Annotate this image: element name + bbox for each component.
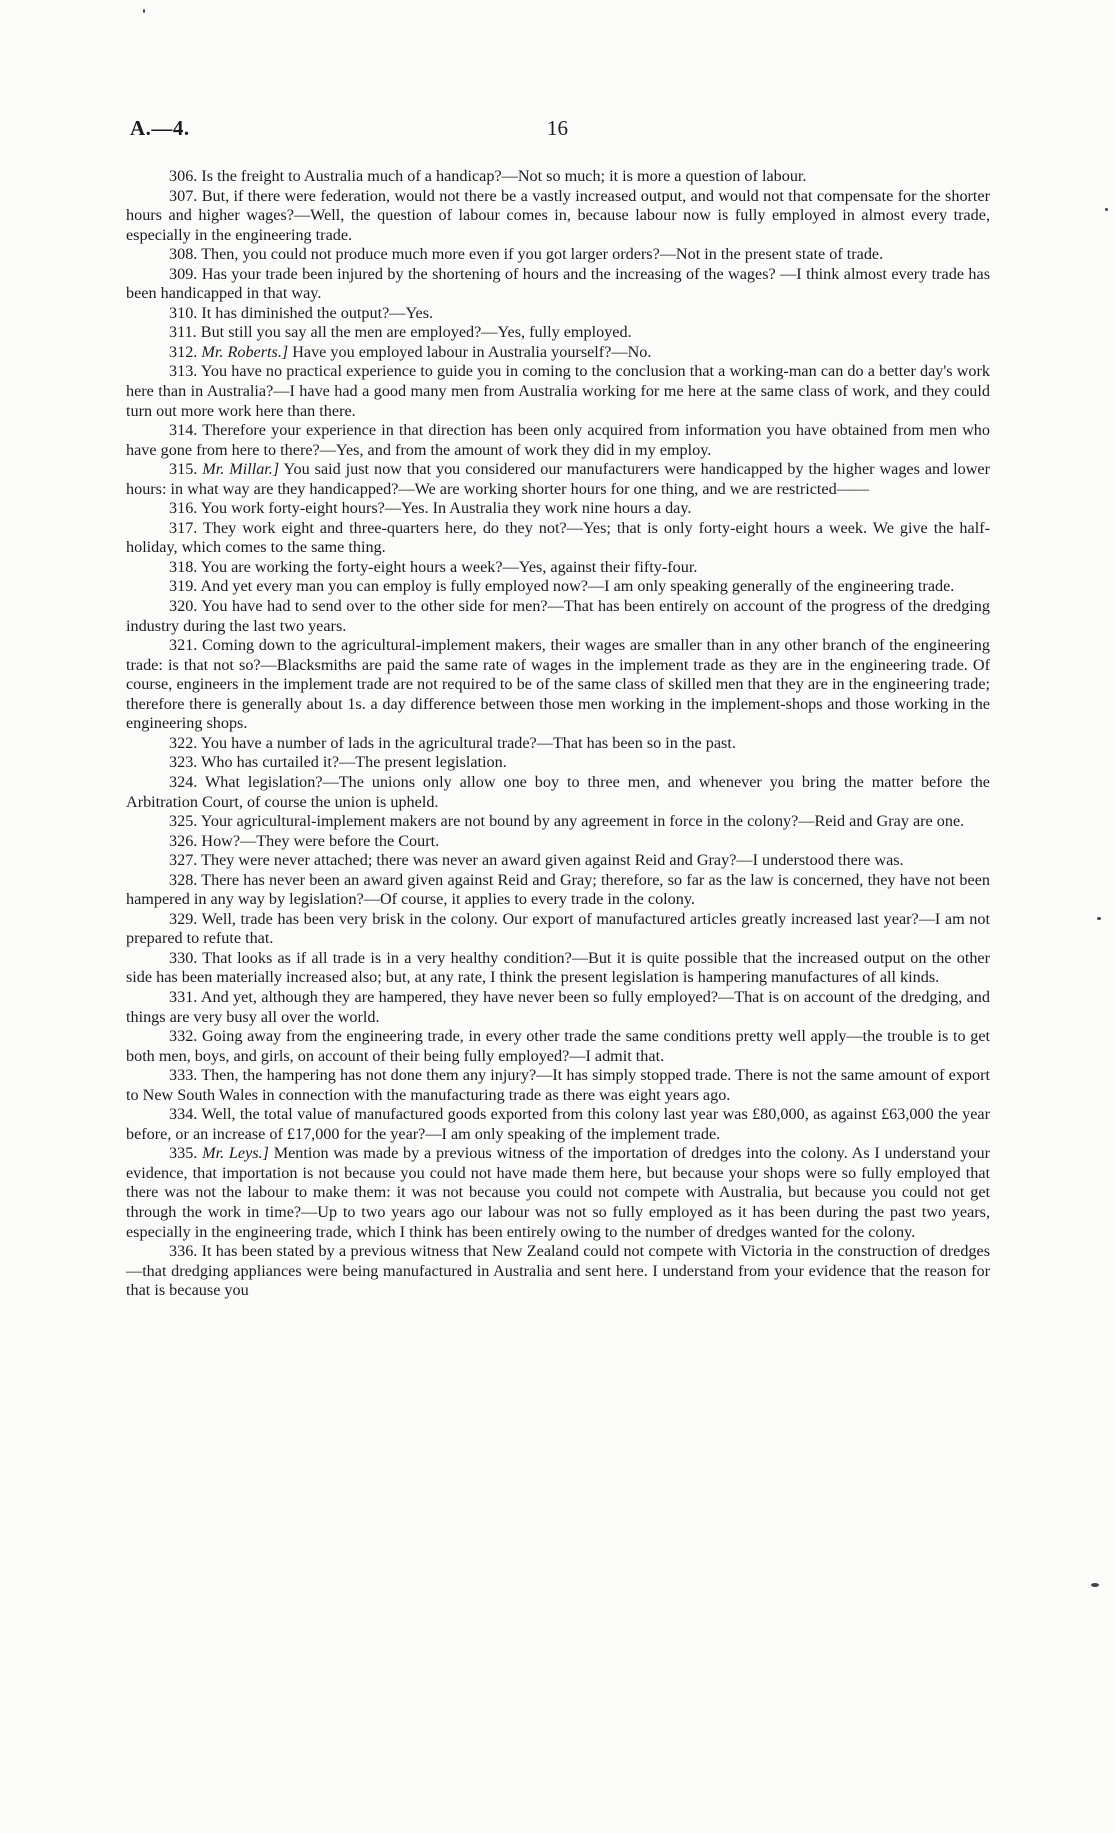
question-paragraph: [126, 343, 990, 363]
question-text: There has never been an award given against Reid and Gray; therefore, so far as the law is concerned, they have not been hampered in any way by legislation?—Of course, it applies to every trade in the colony.: [126, 870, 990, 909]
speaker-name: Mr. Leys.]: [202, 1144, 269, 1163]
question-paragraph: [126, 460, 990, 499]
question-number: 315.: [169, 460, 198, 479]
question-number: 328.: [169, 870, 198, 889]
question-paragraph: [126, 871, 990, 910]
question-text: That looks as if all trade is in a very healthy condition?—But it is quite possible that the increased output on the other side has been materially increased also; but, at any rate, I think the present legislation is hampering manufactures of all kinds.: [126, 948, 990, 987]
question-number: 307.: [169, 186, 198, 205]
question-paragraph: [126, 910, 990, 949]
question-number: 336.: [169, 1242, 198, 1261]
question-text: But, if there were federation, would not there be a vastly increased output, and would not that compensate for the shorter hours and higher wages?—Well, the question of labour comes in, because labour now is fully employed in almost every trade, especially in the engineering trade.: [126, 186, 991, 244]
question-text: You work forty-eight hours?—Yes. In Australia they work nine hours a day.: [200, 499, 692, 518]
question-paragraph: [126, 597, 990, 636]
question-number: 330.: [169, 948, 198, 967]
question-text: Going away from the engineering trade, in every other trade the same conditions pretty well apply—the trouble is to get both men, boys, and girls, on account of their being fully employed?—I admit that.: [126, 1027, 990, 1065]
question-paragraph: [126, 1144, 990, 1242]
question-number: 327.: [169, 851, 198, 870]
question-paragraph: [126, 187, 990, 246]
question-paragraph: [126, 773, 990, 812]
question-number: 320.: [169, 597, 198, 616]
question-paragraph: [126, 421, 990, 460]
question-text: It has diminished the output?—Yes.: [201, 303, 434, 322]
question-number: 322.: [169, 733, 198, 752]
evidence-text: [126, 167, 990, 1301]
scan-speck: [1091, 1583, 1099, 1587]
question-number: 318.: [169, 557, 198, 576]
question-paragraph: [126, 265, 990, 304]
scan-speck: [1105, 208, 1108, 211]
question-text: You are working the forty-eight hours a week?—Yes, against their fifty-four.: [200, 557, 698, 576]
question-text: You have a number of lads in the agricultural trade?—That has been so in the past.: [200, 733, 736, 752]
page-header: [130, 116, 985, 146]
question-text: You said just now that you considered our manufacturers were handicapped by the higher wages and lower hours: in what way are they handicapped?—We are working shorter hours for one thing, and we are restricted——: [126, 460, 990, 498]
question-number: 317.: [169, 518, 198, 537]
question-text: You have had to send over to the other side for men?—That has been entirely on account of the progress of the dredging industry during the last two years.: [126, 597, 990, 635]
question-number: 321.: [169, 636, 198, 655]
speaker-name: Mr. Roberts.]: [201, 342, 289, 361]
question-number: 324.: [169, 772, 198, 791]
question-number: 310.: [169, 303, 198, 322]
question-number: 313.: [169, 362, 198, 381]
page-number: 16: [547, 116, 568, 140]
question-text: What legislation?—The unions only allow one boy to three men, and whenever you bring the matter before the Arbitration Court, of course the union is upheld.: [126, 772, 990, 811]
question-text: Therefore your experience in that direction has been only acquired from information you have obtained from men who have gone from here to there?—Yes, and from the amount of work they did in my employ.: [126, 421, 990, 459]
question-paragraph: [126, 949, 990, 988]
question-text: You have no practical experience to guide you in coming to the conclusion that a working-man can do a better day's work here than in Australia?—I have had a good many men from Australia working for me here at the same class of work, and they could turn out more work here than there.: [126, 362, 990, 420]
question-paragraph: [126, 558, 990, 578]
question-number: 306.: [169, 167, 198, 185]
document-reference: A.—4.: [130, 116, 190, 140]
question-text: Have you employed labour in Australia yourself?—No.: [292, 342, 652, 361]
question-text: Well, the total value of manufactured goods exported from this colony last year was £80,000, as against £63,000 the year before, or an increase of £17,000 for the year?—I am only speaking of the implement trade.: [126, 1105, 990, 1143]
question-text: Coming down to the agricultural-implement makers, their wages are smaller than in any other branch of the engineering trade: is that not so?—Blacksmiths are paid the same rate of wages in the implement trade as they are in the engineering trade. Of course, engineers in the implement trade are not required to be of the same class of skilled men that they are in the engineering trade; therefore there is generally about 1s. a day difference between those men working in the implement-shops and those working in the engineering shops.: [126, 636, 990, 733]
question-text: And yet every man you can employ is fully employed now?—I am only speaking generally of the engineering trade.: [200, 577, 955, 596]
question-number: 311.: [169, 323, 197, 342]
question-paragraph: [126, 636, 990, 734]
question-number: 325.: [169, 812, 198, 831]
question-paragraph: [126, 734, 990, 754]
question-text: Who has curtailed it?—The present legislation.: [201, 753, 507, 772]
question-text: Your agricultural-implement makers are not bound by any agreement in force in the colony?—Reid and Gray are one.: [200, 812, 965, 831]
question-text: Then, the hampering has not done them any injury?—It has simply stopped trade. There is not the same amount of export to New South Wales in connection with the manufacturing trade as there was eight years ago.: [126, 1066, 990, 1104]
question-text: Well, trade has been very brisk in the colony. Our export of manufactured articles greatly increased last year?—I am not prepared to refute that.: [126, 909, 990, 948]
question-paragraph: [126, 832, 990, 852]
question-paragraph: [126, 519, 990, 558]
speaker-name: Mr. Millar.]: [202, 460, 280, 479]
question-text: But still you say all the men are employed?—Yes, fully employed.: [200, 323, 632, 342]
question-text: It has been stated by a previous witness that New Zealand could not compete with Victoria in the construction of dredges—that dredging appliances were being manufactured in Australia and sent here. I understand from your evidence that the reason for that is because you: [126, 1242, 991, 1300]
question-number: 335.: [169, 1144, 198, 1163]
question-text: How?—They were before the Court.: [201, 831, 440, 850]
question-paragraph: [126, 577, 990, 597]
question-paragraph: [126, 851, 990, 871]
question-paragraph: [126, 988, 990, 1027]
question-number: 333.: [169, 1066, 198, 1085]
question-number: 316.: [169, 499, 198, 518]
question-paragraph: [126, 304, 990, 324]
question-number: 323.: [169, 753, 198, 772]
question-number: 326.: [169, 831, 198, 850]
question-number: 332.: [169, 1027, 198, 1046]
question-text: Mention was made by a previous witness of the importation of dredges into the colony. As I understand your evidence, that importation is not because you could not have made them here, but because your shops were so fully employed that there was not the labour to make them: it was not because you could not compete with Australia, but because you could not get through the work in time?—Up to two years ago our labour was not so fully employed as it has been during the past two years, especially in the engineering trade, which I think has been entirely owing to the number of dredges wanted for the colony.: [126, 1144, 991, 1241]
question-paragraph: [126, 753, 990, 773]
question-number: 309.: [169, 264, 198, 283]
question-paragraph: [126, 245, 990, 265]
question-number: 329.: [169, 909, 198, 928]
scan-speck: [1097, 917, 1101, 920]
question-paragraph: [126, 812, 990, 832]
question-text: Has your trade been injured by the shortening of hours and the increasing of the wages? —I think almost every trade has been handicapped in that way.: [126, 264, 991, 303]
question-number: 312.: [169, 342, 198, 361]
question-paragraph: [126, 1105, 990, 1144]
question-text: Then, you could not produce much more even if you got larger orders?—Not in the present state of trade.: [201, 245, 884, 264]
question-text: Is the freight to Australia much of a handicap?—Not so much; it is more a question of labour.: [201, 167, 807, 185]
scan-speck: [143, 9, 145, 13]
question-paragraph: [126, 499, 990, 519]
question-text: They work eight and three-quarters here, do they not?—Yes; that is only forty-eight hours a week. We give the half-holiday, which comes to the same thing.: [126, 518, 990, 557]
question-number: 314.: [169, 421, 198, 440]
question-text: And yet, although they are hampered, they have never been so fully employed?—That is on account of the dredging, and things are very busy all over the world.: [126, 987, 990, 1026]
question-number: 331.: [169, 987, 198, 1006]
question-paragraph: [126, 323, 990, 343]
question-number: 319.: [169, 577, 198, 596]
question-paragraph: [126, 362, 990, 421]
question-text: They were never attached; there was never an award given against Reid and Gray?—I understood there was.: [201, 851, 904, 870]
question-number: 308.: [169, 245, 198, 264]
question-number: 334.: [169, 1105, 198, 1124]
question-paragraph: [126, 1242, 990, 1301]
question-paragraph: [126, 1027, 990, 1066]
question-paragraph: [126, 167, 990, 187]
question-paragraph: [126, 1066, 990, 1105]
